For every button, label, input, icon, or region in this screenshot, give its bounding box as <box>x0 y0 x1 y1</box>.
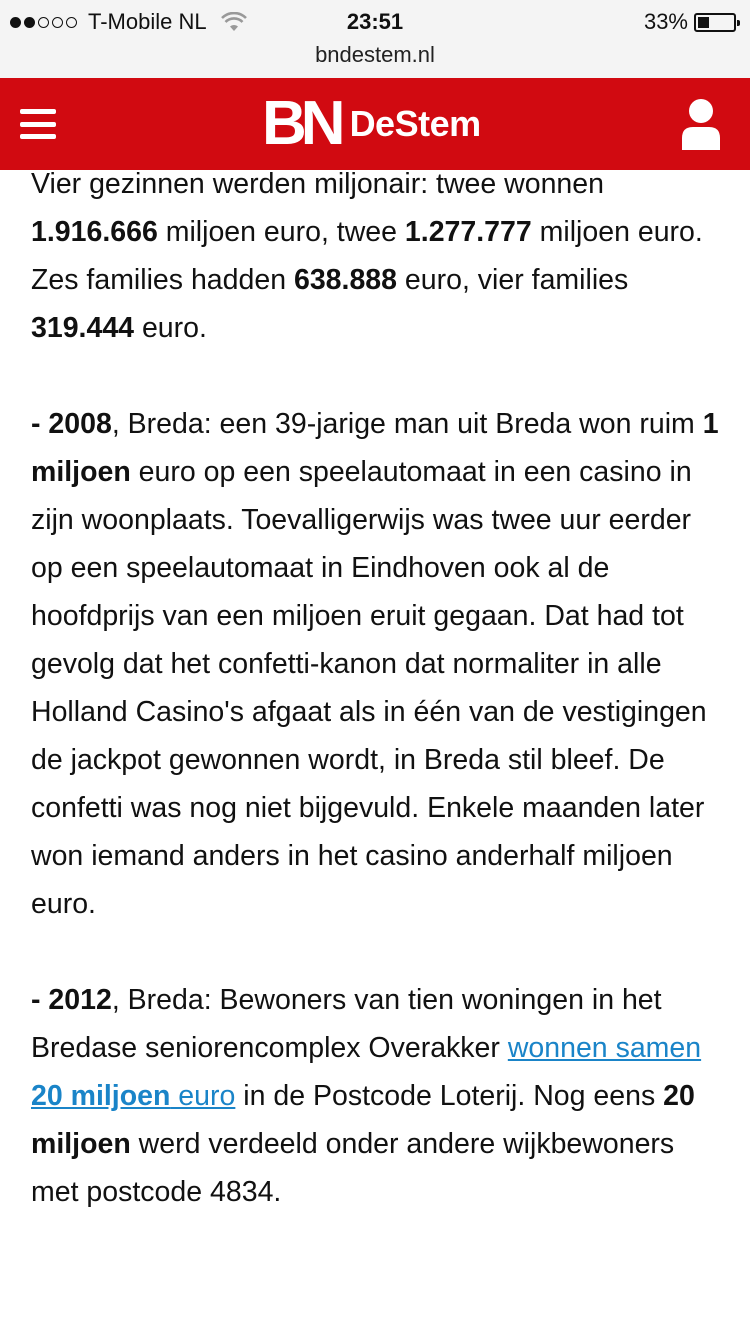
hamburger-menu-icon[interactable] <box>20 109 56 139</box>
battery-level <box>698 17 709 28</box>
address-bar-url[interactable]: bndestem.nl <box>315 42 435 67</box>
link-bold-amount: 20 miljoen <box>31 1080 171 1112</box>
status-bar <box>0 0 750 78</box>
text: euro op een speelautomaat in een casino in zijn woonplaats. Toevalligerwijs was twee uur eerder op een speelautomaat in Eindhoven ook al de hoofdprijs van een miljoen eruit gegaan. Dat had tot gevolg dat het confetti-kanon dat normaliter in alle Holland Casino's afgaat als in één van de vestigingen de jackpot gewonnen wordt, in Breda stil bleef. De confetti was nog niet bijgevuld. Enkele maanden later won iemand anders in het casino anderhalf miljoen euro. <box>31 456 707 920</box>
text: euro, vier families <box>397 264 629 296</box>
battery-icon <box>694 13 736 32</box>
text: , Breda: een 39-jarige man uit Breda won ruim <box>111 408 703 440</box>
bold-amount: 1 miljoen <box>31 408 719 488</box>
text: in de Postcode Loterij. Nog eens <box>235 1080 664 1112</box>
text: , Breda: Bewoners van tien woningen in het Bredase seniorencomplex Overakker <box>31 984 662 1064</box>
bold-amount: 319.444 <box>31 312 135 344</box>
article-paragraph <box>31 160 721 352</box>
text: Vier gezinnen werden miljonair: twee wonnen <box>31 168 604 200</box>
site-logo[interactable] <box>262 89 481 158</box>
text: euro. <box>134 312 207 344</box>
battery-percent: 33% <box>643 9 688 34</box>
article-paragraph <box>31 400 721 928</box>
battery-info <box>644 8 736 36</box>
article-body <box>31 160 721 1264</box>
site-header <box>0 78 750 170</box>
article-paragraph <box>31 976 721 1216</box>
bold-amount: 1.277.777 <box>404 216 532 248</box>
bold-year: - 2008 <box>31 408 112 440</box>
carrier-name: T-Mobile NL <box>88 9 207 34</box>
bold-amount: 638.888 <box>293 264 398 296</box>
link-text: euro <box>170 1080 236 1112</box>
link-text: wonnen samen <box>507 1032 702 1064</box>
text: werd verdeeld onder andere wijkbewoners met postcode 4834. <box>31 1128 675 1208</box>
bold-amount: 1.916.666 <box>31 216 158 248</box>
bold-year: - 2012 <box>31 984 112 1016</box>
bold-amount: 20 miljoen <box>31 1080 695 1160</box>
text: miljoen euro. Zes families hadden <box>31 216 703 296</box>
user-account-icon[interactable] <box>680 98 722 150</box>
logo-name: DeStem <box>349 103 481 144</box>
logo-mark: BN <box>262 89 340 158</box>
clock: 23:51 <box>346 9 404 34</box>
text: miljoen euro, twee <box>157 216 405 248</box>
